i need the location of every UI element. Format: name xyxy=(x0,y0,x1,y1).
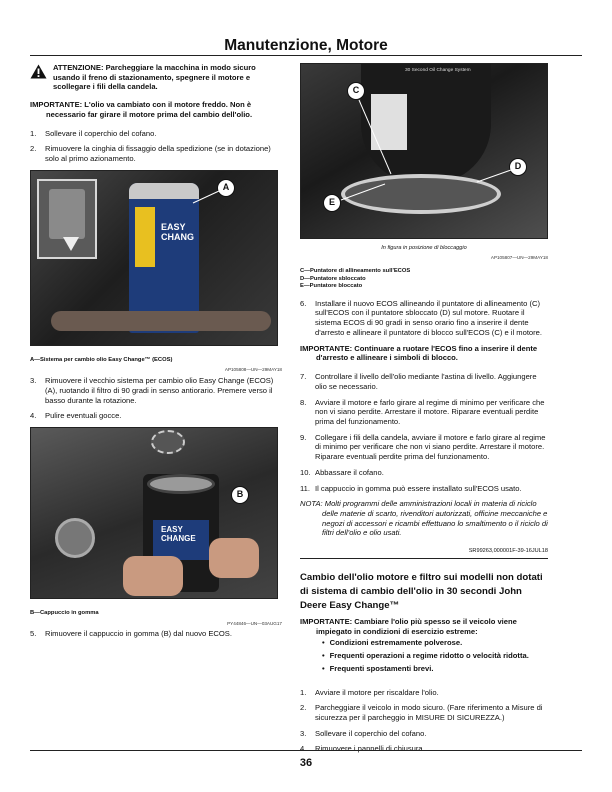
left-column xyxy=(30,63,282,645)
list-item: 3. Rimuovere il vecchio sistema per cambio olio Easy Change (ECOS) (A), ruotando il filtro di 90 gradi in senso antiorario. Premere verso il basso durante la rotazione. xyxy=(30,376,274,405)
list-item: 11. Il cappuccio in gomma può essere installato sull'ECOS usato. xyxy=(300,483,522,493)
warning-text: ATTENZIONE: Parcheggiare la macchina in modo sicuro usando il freno di stazionamento, spegnere il motore e scollegare i fili della candela. xyxy=(53,63,256,92)
list-item: • Condizioni estremamente polverose. xyxy=(322,638,548,648)
steps-list xyxy=(300,372,548,493)
legend-item: C—Puntatore di allineamento sull'ECOS xyxy=(300,268,411,275)
list-item: 2. Rimuovere la cinghia di fissaggio della spedizione (se in dotazione) solo al primo azionamento. xyxy=(30,144,271,164)
important-line-2: impiegato in condizioni di esercizio estreme: xyxy=(316,626,478,636)
figure-caption: A—Sistema per cambio olio Easy Change™ (ECOS) xyxy=(30,356,173,363)
photo-rubber-cap xyxy=(30,427,278,599)
important-note xyxy=(300,344,548,363)
list-item: 10. Abbassare il cofano. xyxy=(300,467,384,477)
list-item: 7. Controllare il livello dell'olio mediante l'astina di livello. Aggiungere olio se necessario. xyxy=(300,372,537,391)
list-item: 2. Parcheggiare il veicolo in modo sicuro. (Fare riferimento a Misure di sicurezza per il parcheggio in MISURE DI SICUREZZA.) xyxy=(300,703,543,723)
header-rule xyxy=(30,55,582,56)
callout-a-leader xyxy=(191,189,221,205)
list-item: 3. Sollevare il coperchio del cofano. xyxy=(300,728,427,738)
callout-a: A xyxy=(217,179,235,197)
hand xyxy=(123,556,183,596)
figure-ecos xyxy=(30,170,282,373)
note-line-1: NOTA: Molti programmi delle amministrazioni locali in materia di riciclo xyxy=(300,499,537,509)
filter-label-1: EASY xyxy=(161,525,183,535)
page-title: Manutenzione, Motore xyxy=(224,37,388,54)
figure-lock-position xyxy=(300,63,548,261)
figure-legend xyxy=(300,268,548,291)
page-number: 36 xyxy=(299,757,313,769)
figure-rubber-cap xyxy=(30,427,282,626)
list-item: 4. Pulire eventuali gocce. xyxy=(30,411,122,421)
bullet-list xyxy=(300,638,548,673)
list-item: 1. Sollevare il coperchio del cofano. xyxy=(30,128,157,138)
filter-label-1: EASY xyxy=(161,221,186,232)
figure-caption: B—Cappuccio in gomma xyxy=(30,610,99,617)
important-line-1: IMPORTANTE: Cambiare l'olio più spesso se il veicolo viene xyxy=(300,617,517,626)
important-line-2: necessario far girare il motore prima del cambio dell'olio. xyxy=(46,109,253,119)
section-heading: Cambio dell'olio motore e filtro sui modelli non dotati di sistema di cambio dell'olio in 30 secondi John Deere Easy Change™ xyxy=(300,572,543,612)
photo-lock-position xyxy=(300,63,548,239)
list-item: 4. Rimuovere i pannelli di chiusura. xyxy=(300,744,425,754)
note-line-2: delle materie di scarto, rivenditori autorizzati, officine meccaniche e negozi di accessori e ricambi effettuano lo smaltimento o il riciclo di filtri dell'olio e olio usati. xyxy=(322,508,548,538)
list-item: 1. Avviare il motore per riscaldare l'olio. xyxy=(300,687,439,697)
figure-code: AP105808—UN—29MAY18 xyxy=(224,367,282,373)
warning-box xyxy=(30,63,282,92)
steps-list xyxy=(30,129,282,164)
callout-e: E xyxy=(323,194,341,212)
steps-list xyxy=(30,629,282,639)
important-line-1: IMPORTANTE: Continuare a ruotare l'ECOS fino a inserire il dente xyxy=(300,343,538,353)
list-item: 8. Avviare il motore e farlo girare al regime di minimo per verificare che non vi siano perdite. Arrestare il motore. Riparare eventuali perdite prima del funzionamento. xyxy=(300,397,545,426)
callout-b: B xyxy=(231,486,249,504)
legend-item: D—Puntatore sbloccato xyxy=(300,275,366,282)
figure-code: AP105807—UN—29MAY18 xyxy=(490,255,548,261)
callout-d: D xyxy=(509,158,527,176)
filter-label-2: CHANGE xyxy=(161,533,196,543)
important-note xyxy=(300,617,548,636)
steps-list xyxy=(300,688,548,755)
hand xyxy=(209,538,259,578)
legend-item: E—Puntatore bloccato xyxy=(300,283,363,290)
footer-rule xyxy=(30,750,582,751)
important-line-2: d'arresto e allineare i simboli di blocco. xyxy=(316,353,458,363)
list-item: 6. Installare il nuovo ECOS allineando il puntatore di allineamento (C) sull'ECOS con il puntatore sbloccato (D) sul motore. Ruotare il sistema ECOS di 90 gradi in senso orario fino a inserire il dente d'arresto e allineare il puntatore di blocco sull'ECOS (C) e il motore. xyxy=(300,298,543,337)
note xyxy=(300,499,548,538)
list-item: • Frequenti operazioni a regime ridotto o velocità ridotta. xyxy=(322,651,548,661)
callout-leaders xyxy=(301,64,548,239)
steps-list xyxy=(300,299,548,338)
important-line-1: IMPORTANTE: L'olio va cambiato con il motore freddo. Non è xyxy=(30,100,252,110)
list-item: 9. Collegare i fili della candela, avviare il motore e farlo girare al regime di minimo per verificare che non vi siano perdite. Arrestare il motore. Riparare eventuali perdite prima del funzionamento. xyxy=(300,432,546,462)
photo-ecos-engine xyxy=(30,170,278,346)
filter-label-2: CHANG xyxy=(161,231,194,242)
steps-list xyxy=(30,376,282,421)
filter-label: 30 Second Oil Change System xyxy=(405,68,471,73)
reference-code: SR99263,000001F-39-16JUL18 xyxy=(468,548,548,555)
figure-subcaption: In figura in posizione di bloccaggio xyxy=(381,245,467,251)
list-item: • Frequenti spostamenti brevi. xyxy=(322,664,548,674)
list-item: 5. Rimuovere il cappuccio in gomma (B) dal nuovo ECOS. xyxy=(30,629,232,639)
figure-code: PY44846—UN—03AUG17 xyxy=(227,620,282,626)
inset-photo xyxy=(37,179,97,259)
section-divider xyxy=(300,558,548,559)
warning-triangle-icon xyxy=(30,64,47,79)
callout-c: C xyxy=(347,82,365,100)
important-note xyxy=(30,100,282,119)
right-column xyxy=(300,63,548,760)
